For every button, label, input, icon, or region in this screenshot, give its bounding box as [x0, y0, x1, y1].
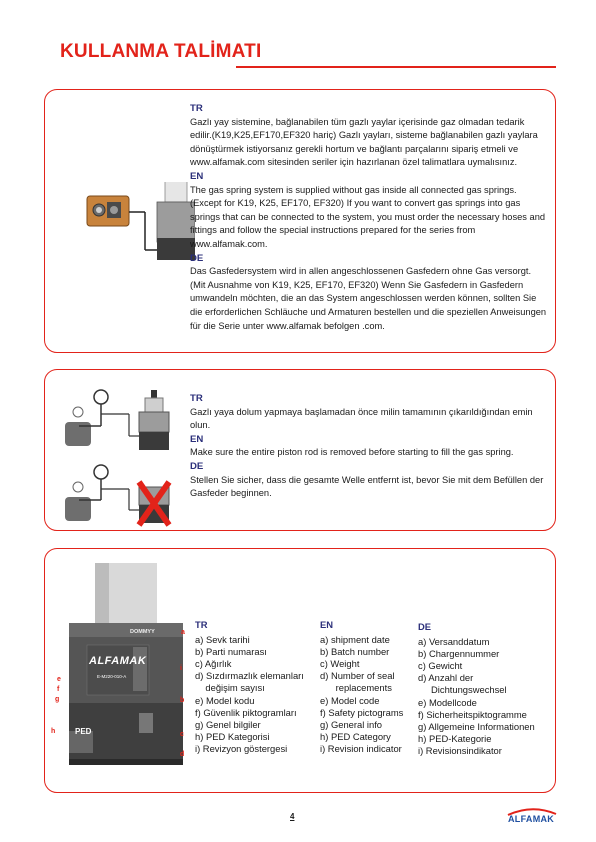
legend-en-item: a) shipment date: [320, 634, 390, 646]
callout-a: a: [181, 629, 185, 636]
legend-column-en: [320, 619, 403, 755]
legend-column-de: [418, 621, 535, 757]
legend-en-item: replacements: [320, 682, 392, 694]
legend-de-item: g) Allgemeine Informationen: [418, 720, 535, 732]
section2-de-label: DE: [190, 460, 204, 472]
legend-en-item: d) Number of seal: [320, 670, 395, 682]
callout-c: c: [180, 731, 184, 738]
section2-en-text: Make sure the entire piston rod is removed before starting to fill the gas spring.: [190, 447, 514, 458]
panel-gas-supply: [44, 89, 556, 353]
legend-en-item: g) General info: [320, 718, 383, 730]
legend-tr-item: a) Sevk tarihi: [195, 634, 250, 646]
gas-system-illustration: [85, 182, 195, 267]
illustration-brand-text: ALFAMAK: [89, 655, 147, 667]
legend-tr-item: değişim sayısı: [195, 682, 265, 694]
logo-text: ALFAMAK: [508, 814, 555, 824]
legend-en-item: f) Safety pictograms: [320, 706, 404, 718]
section1-de-text: Das Gasfedersystem wird in allen angeschlossenen Gasfedern ohne Gas versorgt. (Mit Ausnahme von K19, K25, EF170, EF320) Wenn Sie Gasfedern in Gasfedern umwandeln möchten, die an das System angeschlossen werden können, sollten Sie die erforderlichen Schläuche und Armaturen bestellen und die speziellen Anweisungen für die Serie unter www.alfamak befolgen .com.: [190, 266, 547, 331]
legend-column-tr: [195, 619, 304, 755]
legend-de-heading: DE: [418, 621, 432, 632]
section1-tr-text: Gazlı yay sistemine, bağlanabilen tüm gazlı yaylar içerisinde gaz olmadan tedarik edilir.(K19,K25,EF170,EF320 hariç) Gazlı yayları, sisteme bağlanabilen gazlı yaylara dönüştürmek istiyorsanız gerekli hortum ve bağlantı parçalarını sipariş etmeli ve www.alfamak.com sitesinden seriler için hazırlanan özel talimatlara uymalısınız.: [190, 116, 538, 168]
legend-en-heading: EN: [320, 619, 334, 630]
legend-de-item: f) Sicherheitspiktogramme: [418, 708, 527, 720]
legend-de-item: i) Revisionsindikator: [418, 744, 502, 756]
legend-de-item: h) PED-Kategorie: [418, 732, 492, 744]
legend-en-item: e) Model code: [320, 694, 380, 706]
section2-de-text: Stellen Sie sicher, dass die gesamte Welle entfernt ist, bevor Sie mit dem Befüllen der Gasfeder beginnen.: [190, 474, 544, 499]
legend-tr-item: b) Parti numarası: [195, 646, 267, 658]
legend-tr-item: c) Ağırlık: [195, 658, 232, 670]
alfamak-logo: [506, 806, 558, 826]
callout-f: f: [57, 686, 60, 693]
section1-tr-label: TR: [190, 103, 203, 114]
legend-tr-item: g) Genel bilgiler: [195, 718, 261, 730]
legend-tr-item: i) Revizyon göstergesi: [195, 742, 288, 754]
title-divider: [236, 66, 556, 68]
legend-de-item: Dichtungswechsel: [418, 684, 507, 696]
illustration-model-text: E-M220-010-A: [97, 674, 127, 679]
callout-d: d: [180, 751, 185, 758]
legend-de-item: d) Anzahl der: [418, 672, 474, 684]
legend-tr-item: e) Model kodu: [195, 694, 255, 706]
panel-filling-warning: [44, 369, 556, 531]
filling-illustration: [59, 382, 189, 527]
callout-e: e: [57, 676, 61, 683]
title-banner: [0, 37, 262, 71]
illustration-ped-text: PED: [75, 727, 92, 736]
legend-tr-item: f) Güvenlik piktogramları: [195, 706, 297, 718]
page-title: KULLANMA TALİMATI: [60, 41, 262, 62]
callout-g: g: [55, 696, 60, 703]
legend-de-item: b) Chargennummer: [418, 648, 500, 660]
legend-en-item: i) Revision indicator: [320, 742, 402, 754]
legend-tr-item: h) PED Kategorisi: [195, 730, 270, 742]
illustration-dommy-text: DOMMYY: [130, 629, 155, 635]
section2-tr-text: Gazlı yaya dolum yapmaya başlamadan önce milin tamamının çıkarıldığından emin olun.: [190, 406, 533, 431]
section1-en-text: The gas spring system is supplied without gas inside all connected gas springs. (Except for K19, K25, EF170, EF320) If you want to convert gas springs into gas springs that can be connected to the system, you must order the necessary hoses and fittings and follow the special instructions prepared for the series from www.alfamak.com.: [190, 184, 546, 249]
callout-b: b: [180, 697, 185, 704]
callout-h: h: [51, 728, 56, 735]
legend-en-item: c) Weight: [320, 658, 360, 670]
legend-en-item: b) Batch number: [320, 646, 390, 658]
legend-en-item: h) PED Category: [320, 730, 391, 742]
gas-spring-label-illustration: [61, 563, 191, 775]
section1-en-label: EN: [190, 170, 204, 182]
page-number: 4: [290, 812, 295, 821]
section2-en-label: EN: [190, 433, 204, 445]
section1-de-label: DE: [190, 252, 204, 264]
legend-tr-item: d) Sızdırmazlık elemanları: [195, 670, 304, 682]
panel-product-label: [44, 548, 556, 793]
legend-de-item: a) Versanddatum: [418, 636, 490, 648]
legend-tr-heading: TR: [195, 619, 208, 630]
section2-tr-label: TR: [190, 393, 203, 404]
legend-de-item: e) Modellcode: [418, 696, 477, 708]
callout-i: i: [180, 665, 182, 672]
legend-de-item: c) Gewicht: [418, 660, 463, 672]
